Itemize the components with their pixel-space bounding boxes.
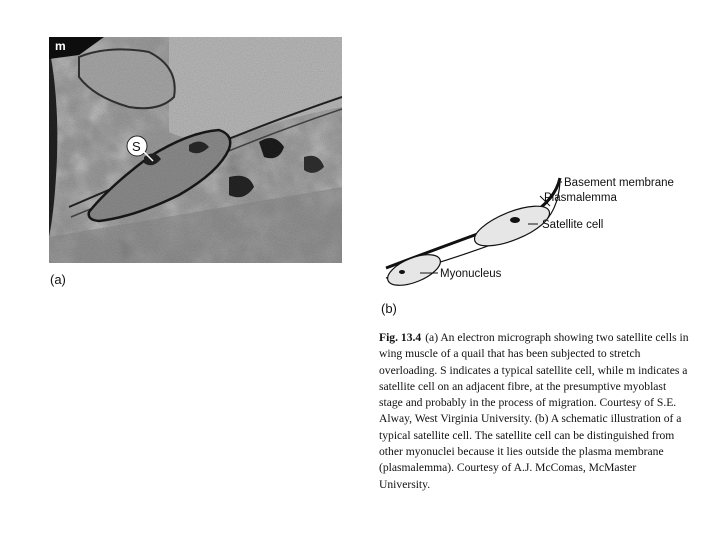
satellite-cell-callout: Satellite cell bbox=[542, 219, 604, 231]
basement-membrane-callout: Basement membrane bbox=[564, 177, 674, 189]
panel-b-label: (b) bbox=[381, 301, 397, 316]
panel-a-label: (a) bbox=[50, 272, 66, 287]
myonucleus-callout: Myonucleus bbox=[440, 268, 502, 280]
satellite-cell-nucleolus bbox=[510, 217, 520, 223]
marker-s-label: S bbox=[132, 139, 141, 154]
figure-number: Fig. 13.4 bbox=[379, 331, 422, 344]
electron-micrograph bbox=[49, 37, 342, 263]
marker-m-label: m bbox=[55, 39, 66, 53]
micrograph-image bbox=[49, 37, 342, 263]
figure-caption bbox=[379, 330, 689, 493]
schematic-diagram bbox=[380, 170, 700, 310]
caption-text: (a) An electron micrograph showing two satellite cells in wing muscle of a quail that has been subjected to stretch overloading. S indicates a typical satellite cell, while m indicates a satellite cell on an adjacent fibre, at the presumptive myoblast stage and probably in the process of migration. Courtesy of S.E. Alway, West Virginia University. (b) A schematic illustration of a typical satellite cell. The satellite cell can be distinguished from other myonuclei because it lies outside the plasma membrane (plasmalemma). Courtesy of A.J. McComas, McMaster University. bbox=[379, 331, 689, 491]
plasmalemma-callout: Plasmalemma bbox=[544, 192, 617, 204]
satellite-cell-schematic bbox=[380, 170, 700, 310]
myonucleus-shape bbox=[384, 248, 445, 291]
myonucleus-nucleolus bbox=[399, 270, 405, 274]
